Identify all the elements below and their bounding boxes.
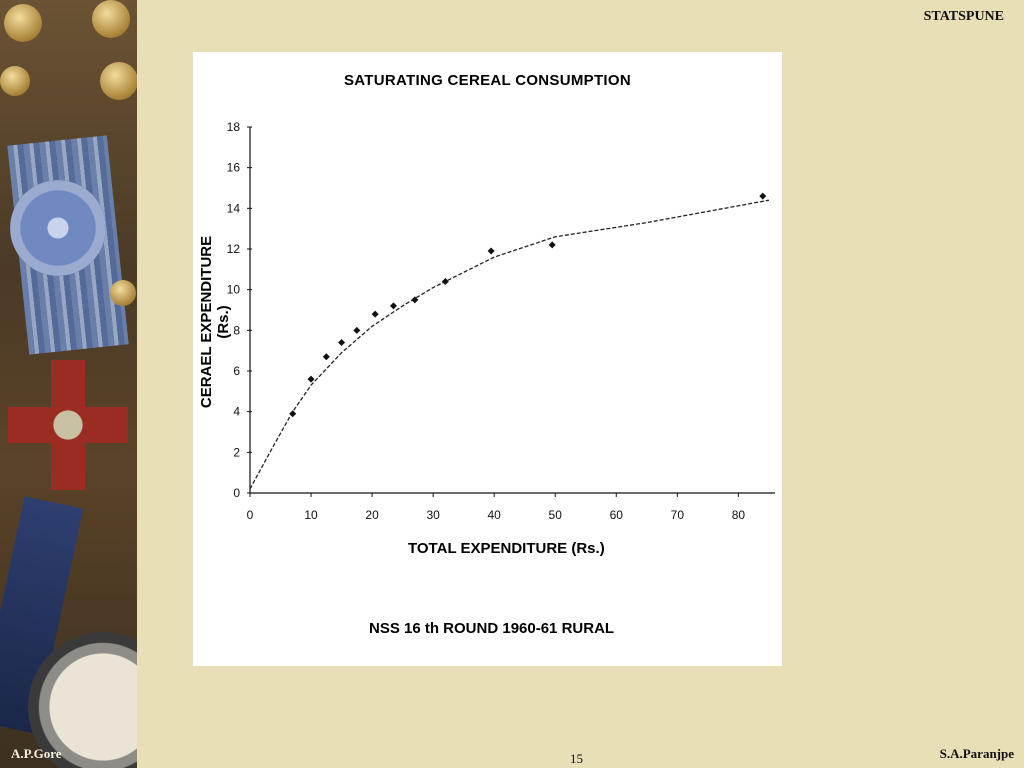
plot-area — [193, 52, 782, 666]
coin-icon — [110, 280, 136, 306]
data-point — [442, 278, 449, 285]
data-point — [372, 311, 379, 318]
x-tick-label: 50 — [548, 508, 562, 522]
data-point — [338, 339, 345, 346]
x-tick-label: 20 — [365, 508, 379, 522]
coin-icon — [4, 4, 42, 42]
y-tick-label: 0 — [233, 486, 240, 500]
y-tick-label: 16 — [226, 160, 240, 175]
y-tick-label: 6 — [233, 364, 240, 378]
x-tick-label: 40 — [487, 508, 501, 522]
x-tick-label: 80 — [731, 508, 746, 522]
data-point — [308, 376, 315, 383]
coin-icon — [92, 0, 130, 38]
y-axis-label: CERAEL EXPENDITURE (Rs.) — [198, 235, 232, 409]
chart-panel — [193, 52, 782, 666]
y-tick-label: 12 — [226, 242, 240, 256]
x-tick-label: 0 — [246, 508, 254, 522]
medal-cross-graphic — [8, 360, 128, 490]
y-tick-label: 18 — [226, 120, 240, 134]
fit-curve-line — [250, 200, 769, 489]
data-point — [353, 327, 360, 334]
footer-author-right: S.A.Paranjpe — [939, 746, 1014, 761]
header-title: STATSPUNE — [923, 9, 1004, 24]
data-point — [390, 302, 397, 309]
chart-title: SATURATING CEREAL CONSUMPTION — [343, 72, 632, 89]
footer-author-left: A.P.Gore — [11, 746, 62, 761]
y-tick-label: 14 — [226, 201, 240, 216]
coin-icon — [100, 62, 137, 100]
x-tick-label: 70 — [670, 508, 685, 522]
data-point — [549, 241, 556, 248]
coin-icon — [0, 66, 30, 96]
data-point — [323, 353, 330, 360]
data-point — [488, 248, 495, 255]
y-tick-label: 8 — [233, 323, 240, 338]
x-tick-label: 30 — [426, 508, 440, 522]
y-tick-label: 4 — [233, 404, 240, 419]
x-tick-label: 10 — [304, 508, 318, 522]
y-tick-label: 2 — [233, 445, 240, 460]
decorative-side-image — [0, 0, 137, 768]
x-axis-label: TOTAL EXPENDITURE (Rs.) — [408, 540, 605, 557]
x-tick-label: 60 — [609, 508, 623, 522]
y-tick-label: 10 — [226, 282, 240, 297]
rosette-graphic — [10, 180, 106, 276]
data-point — [759, 193, 766, 200]
page-number: 15 — [570, 751, 583, 766]
data-point — [289, 410, 296, 417]
chart-caption: NSS 16 th ROUND 1960-61 RURAL — [369, 620, 615, 637]
